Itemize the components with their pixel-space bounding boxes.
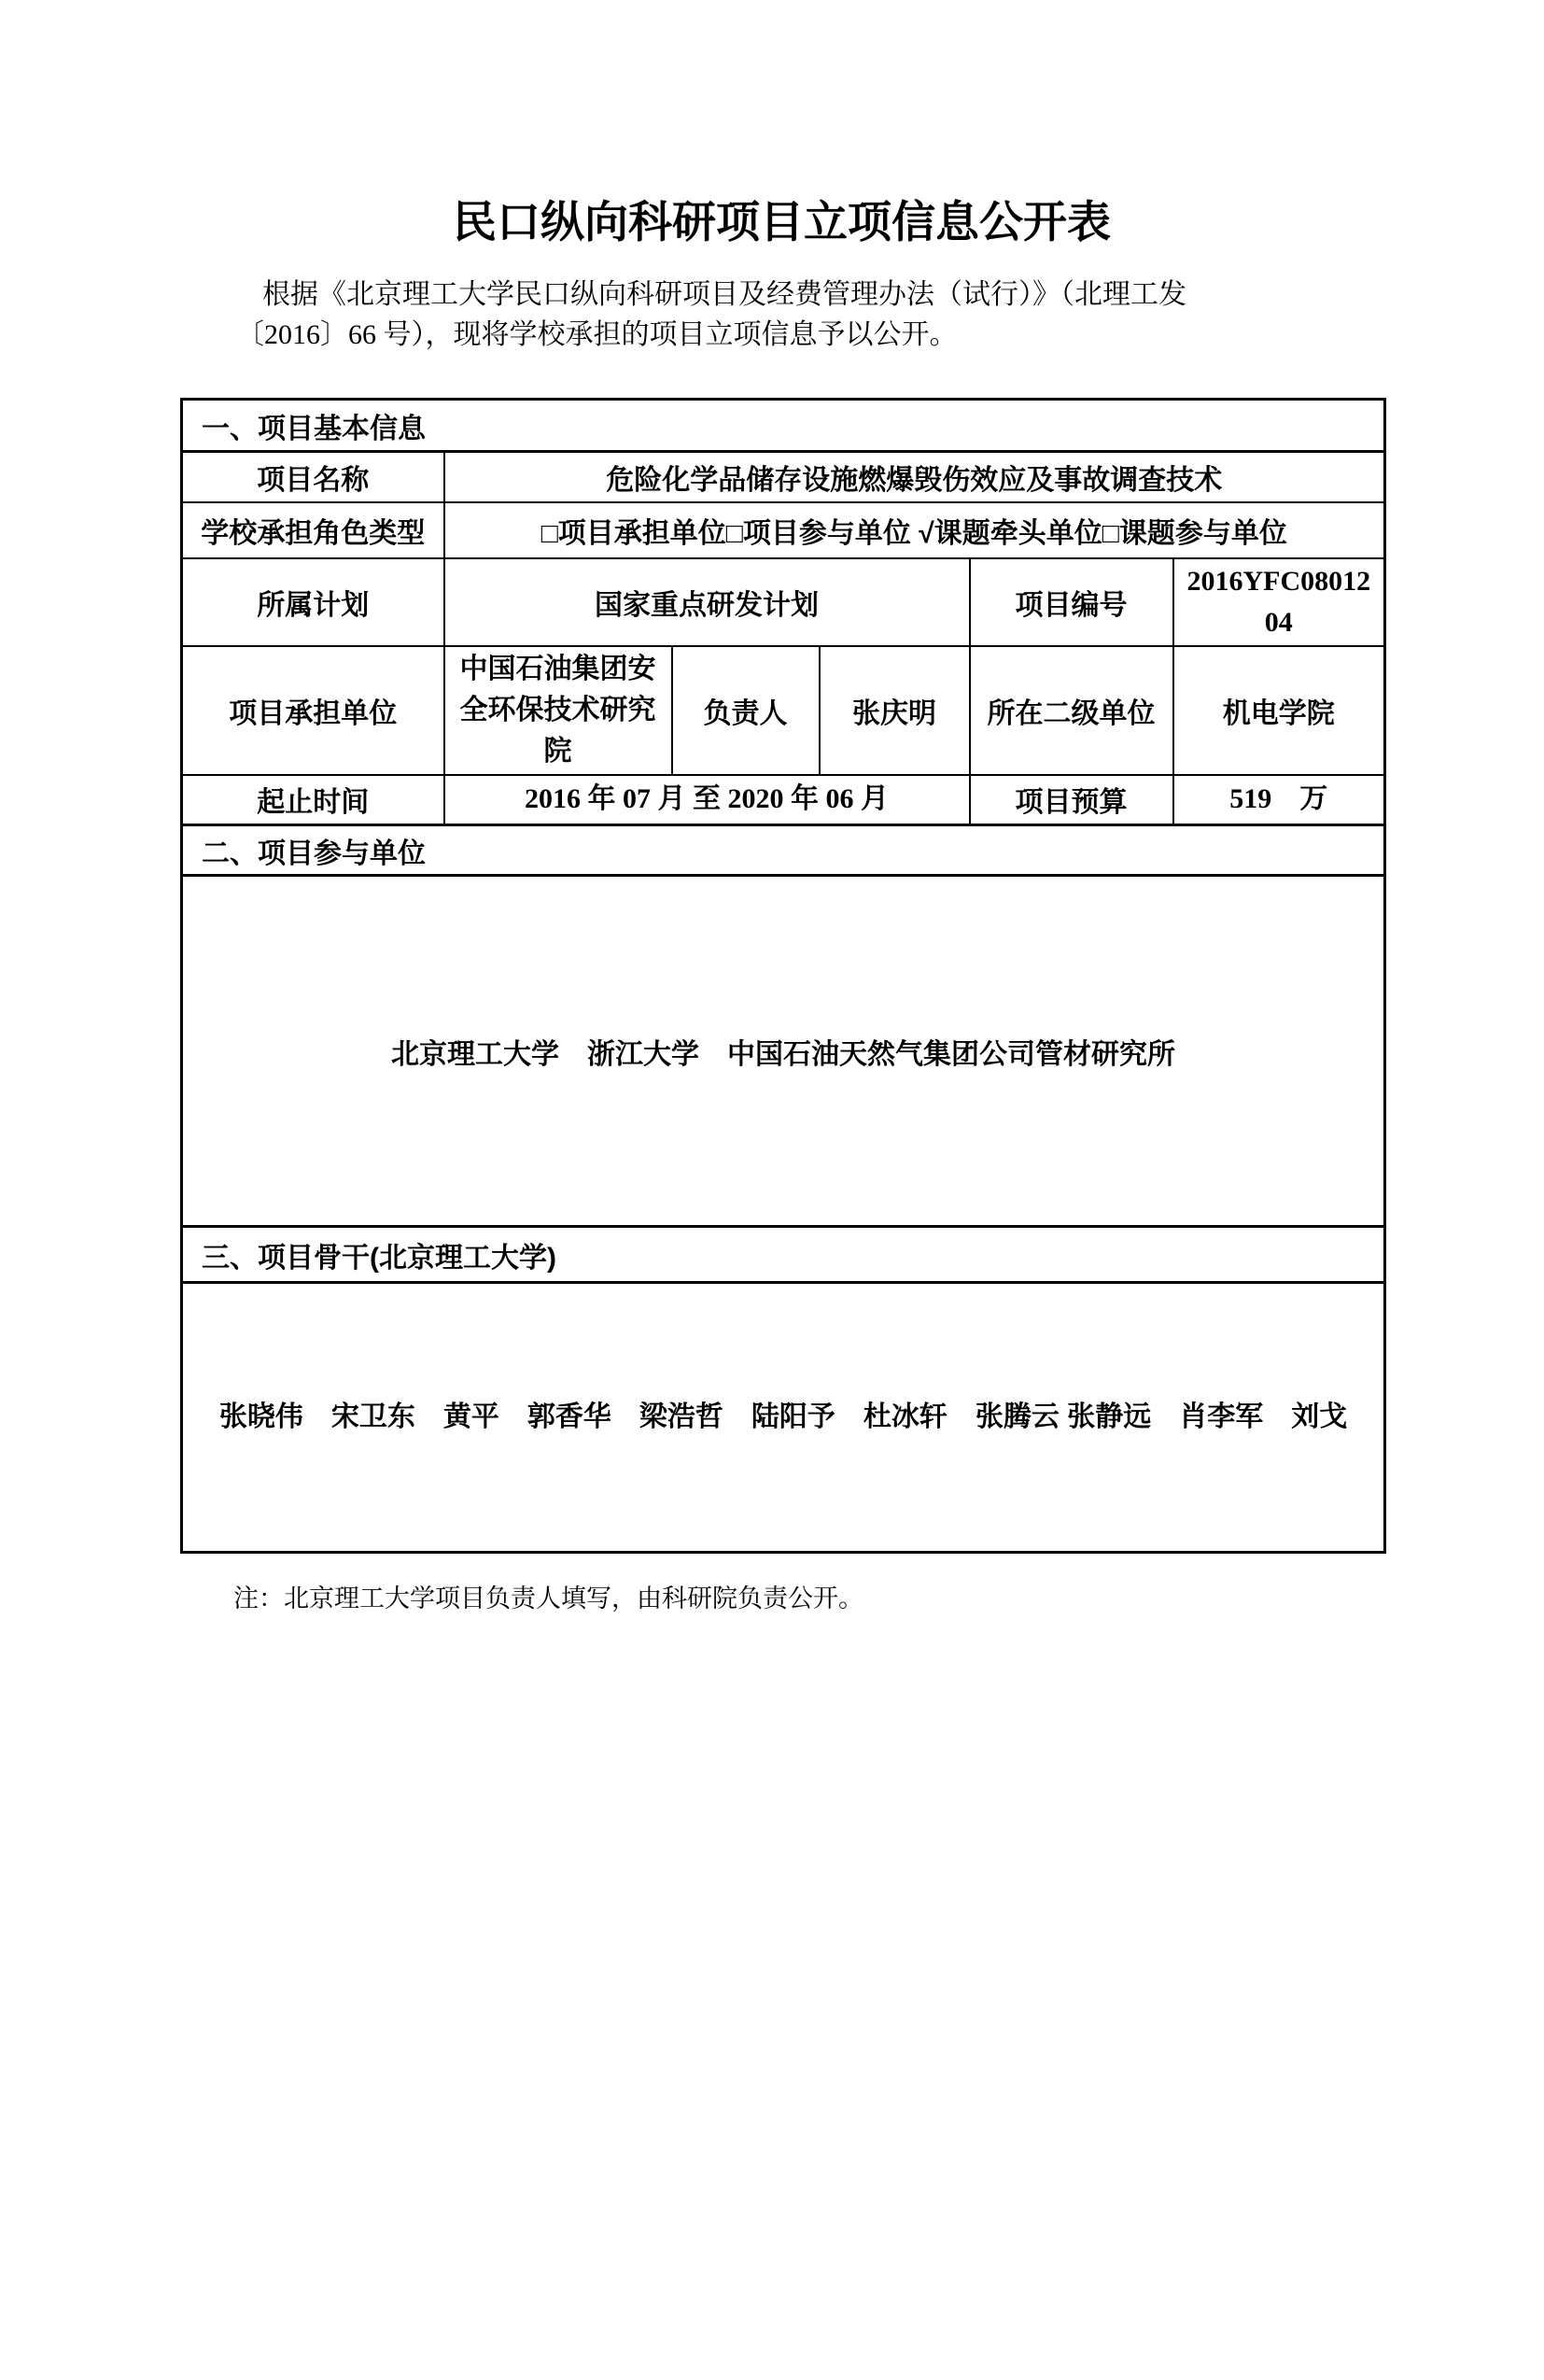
leader-label: 负责人 <box>672 646 820 775</box>
intro-line-2: 〔2016〕66 号），现将学校承担的项目立项信息予以公开。 <box>236 319 958 350</box>
duration-row <box>182 775 1385 825</box>
project-name-row <box>182 452 1385 502</box>
undertaker-label: 项目承担单位 <box>182 646 444 775</box>
document-page <box>180 196 1383 1614</box>
footer-note: 注：北京理工大学项目负责人填写，由科研院负责公开。 <box>233 1584 863 1612</box>
participants-row <box>182 876 1385 1227</box>
plan-label: 所属计划 <box>182 558 444 646</box>
leader-value: 张庆明 <box>820 646 970 775</box>
plan-value: 国家重点研发计划 <box>444 558 970 646</box>
project-name-label: 项目名称 <box>182 452 444 502</box>
intro-line-1: 根据《北京理工大学民口纵向科研项目及经费管理办法（试行）》（北理工发 <box>262 279 1186 310</box>
section-3-header-row <box>182 1227 1385 1283</box>
participants-value: 北京理工大学 浙江大学 中国石油天然气集团公司管材研究所 <box>182 876 1385 1227</box>
secondary-unit-label: 所在二级单位 <box>970 646 1173 775</box>
secondary-unit-value: 机电学院 <box>1173 646 1385 775</box>
section-1-header: 一、项目基本信息 <box>182 400 1385 452</box>
section-2-header: 二、项目参与单位 <box>182 825 1385 876</box>
role-type-label: 学校承担角色类型 <box>182 502 444 558</box>
section-3-header: 三、项目骨干(北京理工大学) <box>182 1227 1385 1283</box>
duration-label: 起止时间 <box>182 775 444 825</box>
project-name-value: 危险化学品储存设施燃爆毁伤效应及事故调查技术 <box>444 452 1385 502</box>
role-type-row <box>182 502 1385 558</box>
budget-label: 项目预算 <box>970 775 1173 825</box>
project-info-table <box>180 398 1386 1554</box>
backbone-row <box>182 1283 1385 1553</box>
role-type-value: □项目承担单位□项目参与单位 √课题牵头单位□课题参与单位 <box>444 502 1385 558</box>
undertaker-row <box>182 646 1385 775</box>
page-title: 民口纵向科研项目立项信息公开表 <box>453 197 1111 246</box>
section-2-header-row <box>182 825 1385 876</box>
project-number-label: 项目编号 <box>970 558 1173 646</box>
section-1-header-row <box>182 400 1385 452</box>
budget-value: 519 万 <box>1173 775 1385 825</box>
project-number-value: 2016YFC0801204 <box>1173 558 1385 646</box>
undertaker-value: 中国石油集团安全环保技术研究院 <box>444 646 672 775</box>
duration-value: 2016 年 07 月 至 2020 年 06 月 <box>444 775 970 825</box>
intro-paragraph <box>180 275 1383 355</box>
plan-row <box>182 558 1385 646</box>
backbone-value: 张晓伟 宋卫东 黄平 郭香华 梁浩哲 陆阳予 杜冰轩 张腾云 张静远 肖李军 刘戈 <box>182 1283 1385 1553</box>
